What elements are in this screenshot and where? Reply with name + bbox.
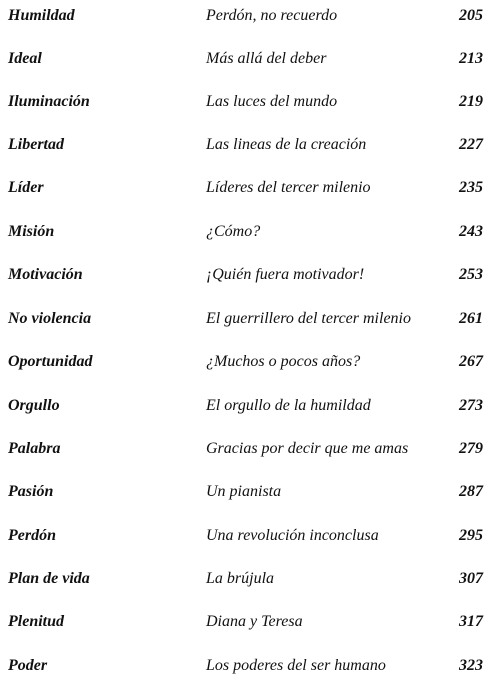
toc-row [0, 394, 489, 418]
toc-chapter-title: Una revolución inconclusa [206, 527, 379, 544]
toc-row [0, 437, 489, 461]
toc-row [0, 220, 489, 244]
toc-page-number: 267 [459, 353, 483, 370]
toc-row [0, 47, 489, 71]
toc-topic: Palabra [8, 440, 61, 457]
toc-chapter-title: Perdón, no recuerdo [206, 7, 338, 24]
toc-chapter-title: Diana y Teresa [206, 613, 303, 630]
toc-topic: Perdón [8, 527, 56, 544]
toc-topic: Oportunidad [8, 353, 93, 370]
toc-row [0, 480, 489, 504]
toc-topic: Humildad [8, 7, 75, 24]
toc-topic: Misión [8, 223, 55, 240]
toc-page-number: 261 [459, 310, 483, 327]
toc-row [0, 654, 489, 678]
toc-page-number: 323 [459, 657, 483, 674]
toc-topic: Orgullo [8, 397, 60, 414]
toc-page-number: 307 [459, 570, 483, 587]
toc-chapter-title: El guerrillero del tercer milenio [206, 310, 411, 327]
toc-row [0, 307, 489, 331]
toc-row [0, 263, 489, 287]
toc-page-number: 243 [459, 223, 483, 240]
toc-row [0, 350, 489, 374]
toc-chapter-title: Gracias por decir que me amas [206, 440, 409, 457]
toc-chapter-title: Más allá del deber [206, 50, 327, 67]
toc-row [0, 567, 489, 591]
toc-chapter-title: Un pianista [206, 483, 282, 500]
toc-chapter-title: Las luces del mundo [206, 93, 338, 110]
toc-page-number: 287 [459, 483, 483, 500]
toc-row [0, 176, 489, 200]
toc-page-number: 253 [459, 266, 483, 283]
toc-chapter-title: Las lineas de la creación [206, 136, 367, 153]
toc-page-number: 213 [459, 50, 483, 67]
toc-row [0, 133, 489, 157]
toc-chapter-title: ¡Quién fuera motivador! [206, 266, 365, 283]
toc-topic: Motivación [8, 266, 83, 283]
toc-chapter-title: ¿Cómo? [206, 223, 261, 240]
toc-topic: Libertad [8, 136, 64, 153]
toc-chapter-title: ¿Muchos o pocos años? [206, 353, 361, 370]
toc-page-number: 295 [459, 527, 483, 544]
toc-topic: Plan de vida [8, 570, 90, 587]
toc-chapter-title: La brújula [206, 570, 275, 587]
toc-row [0, 90, 489, 114]
toc-page-number: 317 [459, 613, 483, 630]
toc-page-number: 279 [459, 440, 483, 457]
toc-page-number: 227 [459, 136, 483, 153]
toc-topic: Ideal [8, 50, 42, 67]
toc-row [0, 524, 489, 548]
toc-page-number: 235 [459, 179, 483, 196]
toc-topic: Iluminación [8, 93, 90, 110]
toc-row [0, 610, 489, 634]
toc-topic: No violencia [8, 310, 92, 327]
toc-topic: Poder [8, 657, 48, 674]
toc-page-number: 273 [459, 397, 483, 414]
toc-row [0, 4, 489, 28]
toc-chapter-title: Líderes del tercer milenio [206, 179, 371, 196]
toc-page-number: 219 [459, 93, 483, 110]
toc-topic: Líder [8, 179, 44, 196]
toc-topic: Pasión [8, 483, 54, 500]
toc-chapter-title: Los poderes del ser humano [206, 657, 386, 674]
toc-topic: Plenitud [8, 613, 65, 630]
toc-page-number: 205 [459, 7, 483, 24]
toc-chapter-title: El orgullo de la humildad [206, 397, 371, 414]
